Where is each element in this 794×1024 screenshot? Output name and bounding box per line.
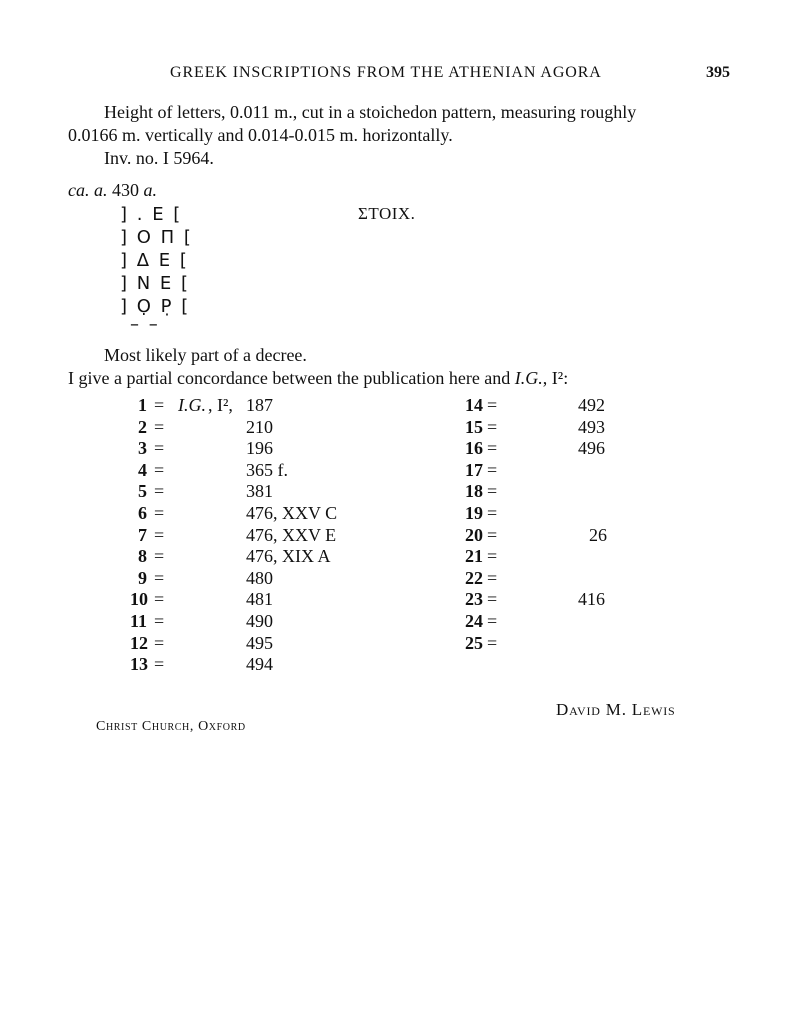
concordance-number: 1 bbox=[138, 395, 147, 415]
concordance-value: 476, XXV C bbox=[246, 503, 338, 523]
concordance-number: 17 bbox=[465, 459, 483, 480]
concordance-number: 5 bbox=[138, 481, 147, 502]
concordance-number: 7 bbox=[138, 524, 147, 545]
concordance-number: 14 bbox=[465, 395, 483, 415]
equals-sign: = bbox=[487, 481, 498, 502]
concordance-number: 13 bbox=[130, 654, 148, 675]
stoichedon-label: ΣΤΟΙΧ. bbox=[358, 204, 416, 223]
date-suffix: a. bbox=[143, 180, 157, 200]
equals-sign: = bbox=[487, 416, 498, 437]
equals-sign: = bbox=[487, 503, 498, 523]
page-number: 395 bbox=[706, 64, 730, 81]
running-header-title: GREEK INSCRIPTIONS FROM THE ATHENIAN AGORA bbox=[170, 64, 602, 81]
concordance-value: 495 bbox=[246, 632, 273, 653]
description-line-1: Height of letters, 0.011 m., cut in a stoichedon pattern, measuring roughly bbox=[104, 102, 637, 122]
equals-sign: = bbox=[154, 524, 165, 545]
equals-sign: = bbox=[154, 395, 165, 415]
concordance-first-ref: I.G. bbox=[178, 395, 206, 415]
concordance-number: 4 bbox=[138, 459, 147, 480]
concordance-number: 20 bbox=[465, 524, 483, 545]
concordance-value: 187 bbox=[246, 395, 273, 415]
equals-sign: = bbox=[487, 611, 498, 631]
equals-sign: = bbox=[154, 611, 165, 631]
notes-line-2-prefix: I give a partial concordance between the publication here and bbox=[68, 368, 511, 388]
author-affiliation: Christ Church, Oxford bbox=[96, 719, 246, 734]
inscription-line-3: ] Δ Ε [ bbox=[120, 250, 189, 271]
concordance-value: 480 bbox=[246, 567, 273, 588]
concordance-number: 15 bbox=[465, 416, 483, 437]
equals-sign: = bbox=[487, 395, 498, 415]
equals-sign: = bbox=[154, 438, 165, 459]
concordance-value: 476, XIX A bbox=[246, 546, 331, 567]
concordance-number: 2 bbox=[138, 416, 147, 437]
notes-line-2-suffix: , I²: bbox=[542, 368, 569, 388]
notes-line-2-ref: I.G. bbox=[514, 368, 543, 388]
concordance-value: 496 bbox=[578, 438, 605, 459]
concordance-number: 3 bbox=[138, 438, 147, 459]
notes-line-1: Most likely part of a decree. bbox=[104, 345, 307, 365]
concordance-value: 493 bbox=[578, 416, 605, 437]
equals-sign: = bbox=[154, 459, 165, 480]
equals-sign: = bbox=[487, 524, 498, 545]
concordance-number: 11 bbox=[130, 611, 148, 631]
equals-sign: = bbox=[487, 438, 498, 459]
concordance-value: 210 bbox=[246, 416, 273, 437]
equals-sign: = bbox=[154, 654, 165, 675]
inscription-line-6: – – bbox=[130, 314, 160, 335]
concordance-number: 18 bbox=[465, 481, 483, 502]
concordance-number: 8 bbox=[138, 546, 147, 567]
equals-sign: = bbox=[154, 589, 165, 610]
inscription-line-2: ] Ο Π [ bbox=[120, 227, 193, 248]
concordance-value: 481 bbox=[246, 589, 273, 610]
concordance-value: 476, XXV E bbox=[246, 524, 337, 545]
concordance-value: 365 f. bbox=[246, 459, 288, 480]
inscription-line-5: ] Ọ Ρ̣ [ bbox=[120, 296, 191, 317]
equals-sign: = bbox=[487, 632, 498, 653]
equals-sign: = bbox=[154, 632, 165, 653]
concordance-number: 22 bbox=[465, 567, 483, 588]
equals-sign: = bbox=[487, 459, 498, 480]
concordance-value: 26 bbox=[589, 524, 607, 545]
concordance-value: 492 bbox=[578, 395, 605, 415]
equals-sign: = bbox=[487, 567, 498, 588]
date-prefix: ca. a. bbox=[68, 180, 108, 200]
equals-sign: = bbox=[154, 416, 165, 437]
equals-sign: = bbox=[154, 546, 165, 567]
concordance-number: 23 bbox=[465, 589, 483, 610]
inscription-line-4: ] Ν Ε [ bbox=[120, 273, 191, 294]
concordance-number: 6 bbox=[138, 503, 147, 523]
concordance-value: 381 bbox=[246, 481, 273, 502]
description-line-2: 0.0166 m. vertically and 0.014-0.015 m. horizontally. bbox=[68, 125, 453, 145]
notes-line-2 bbox=[68, 368, 568, 389]
inventory-number: Inv. no. I 5964. bbox=[104, 148, 214, 168]
date-line bbox=[68, 180, 157, 201]
concordance-number: 9 bbox=[138, 567, 147, 588]
concordance-number: 25 bbox=[465, 632, 483, 653]
concordance-value: 494 bbox=[246, 654, 273, 675]
concordance-number: 10 bbox=[130, 589, 148, 610]
author-signature: David M. Lewis bbox=[556, 700, 676, 719]
concordance-value: 490 bbox=[246, 611, 273, 631]
concordance-number: 24 bbox=[465, 611, 483, 631]
date-year: 430 bbox=[112, 180, 139, 200]
concordance-value: 196 bbox=[246, 438, 273, 459]
concordance-first-ref-suffix: , I², bbox=[208, 395, 233, 415]
concordance-value: 416 bbox=[578, 589, 605, 610]
concordance-number: 12 bbox=[130, 632, 148, 653]
equals-sign: = bbox=[154, 503, 165, 523]
concordance-number: 21 bbox=[465, 546, 483, 567]
equals-sign: = bbox=[487, 589, 498, 610]
equals-sign: = bbox=[154, 567, 165, 588]
equals-sign: = bbox=[487, 546, 498, 567]
inscription-line-1: ] . E [ bbox=[120, 204, 183, 225]
concordance-number: 19 bbox=[465, 503, 483, 523]
equals-sign: = bbox=[154, 481, 165, 502]
concordance-number: 16 bbox=[465, 438, 483, 459]
